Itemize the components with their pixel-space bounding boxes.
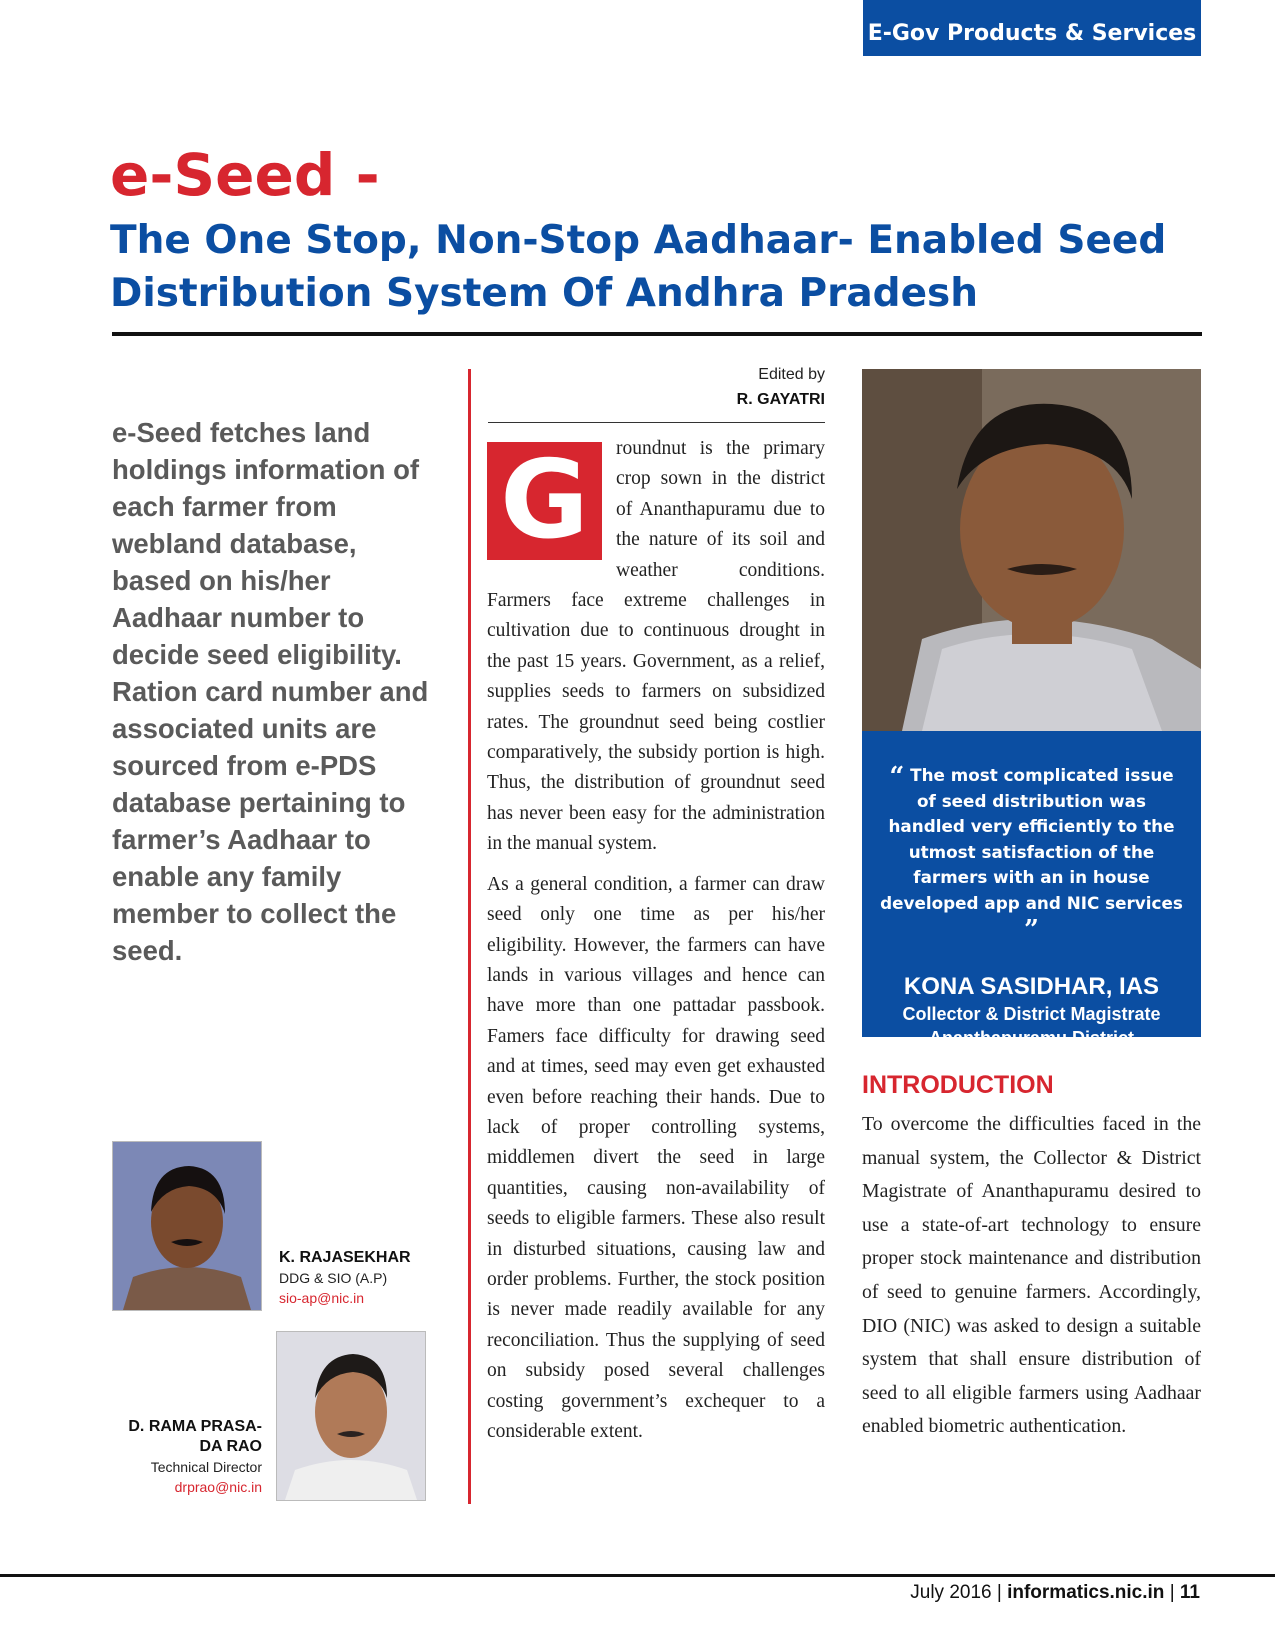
column-divider [468,369,471,1504]
introduction-text: To overcome the difficulties faced in the manual system, the Collector & District Magistrate of Ananthapuramu desired to use a state-of-art technology to ensure proper stock maintenance and distribution of seed to genuine farmers. Accordingly, DIO (NIC) was asked to design a suitable system that shall ensure distribution of seed to all eligible farmers using Aadhaar enabled biometric authentication. [862,1113,1201,1438]
editor-divider [488,422,825,423]
author-email[interactable]: sio-ap@nic.in [279,1290,365,1306]
portrait-illustration [862,369,1201,731]
page-footer [700,1582,1200,1604]
author-credit [279,1248,459,1308]
article-body [487,434,825,1457]
footer-separator: | [996,1582,1002,1603]
author-portrait-illustration [113,1142,261,1310]
quote-attribution-district: Ananthapuramu District [928,1027,1135,1048]
author-credit [112,1417,262,1497]
article-paragraph [487,434,825,860]
section-tag: E-Gov Products & Services [863,0,1201,56]
author-role: Technical Director [150,1459,262,1475]
footer-date: July 2016 [910,1582,992,1603]
article-subtitle: The One Stop, Non-Stop Aadhaar- Enabled Seed Distribution System Of Andhra Pradesh [110,218,1167,316]
quote-text [878,762,1185,945]
editor-name: R. GAYATRI [736,391,825,408]
author-role: DDG & SIO (A.P) [279,1270,388,1286]
author-photo [276,1331,426,1501]
author-photo [112,1141,262,1311]
quote-box [862,731,1201,1048]
quote-body: The most complicated issue of seed distribution was handled very efficiently to the utmost satisfaction of the farmers with an in house developed app and NIC services [880,765,1183,913]
author-email[interactable]: drprao@nic.in [174,1479,262,1495]
page-number: 11 [1179,1582,1200,1603]
portrait-photo [862,369,1201,731]
article-title: e-Seed - [110,141,380,209]
author-portrait-illustration [277,1332,425,1500]
author-name: D. RAMA PRASA-DA RAO [128,1418,262,1455]
article-paragraph-text: roundnut is the primary crop sown in the district of Ananthapuramu due to the nature of its soil and weather conditions. Farmers face extreme challenges in cultivation due to continuous drought in the past 15 years. Government, as a relief, supplies seeds to farmers on subsidized rates. The groundnut seed being costlier comparatively, the subsidy portion is high. Thus, the distribution of groundnut seed has never been easy for the administration in the manual system. [487,438,825,855]
introduction-heading: INTRODUCTION [862,1071,1054,1099]
open-quote-mark: “ [889,762,905,792]
edited-by-label: Edited by [758,366,825,383]
drop-cap: G [487,442,602,560]
footer-site[interactable]: informatics.nic.in [1007,1582,1165,1603]
pullquote: e-Seed fetches land holdings information of each farmer from webland database, based on his/her Aadhaar number to decide seed eligibility. Ration card number and associated units are sourced from e-PDS database pertaining to farmer’s Aadhaar to enable any family member to collect the seed. [112,417,429,966]
close-quote-mark: ” [1024,915,1039,945]
footer-separator: | [1169,1582,1175,1603]
quote-attribution-name: KONA SASIDHAR, IAS [903,972,1160,1000]
title-divider [112,332,1202,336]
article-paragraph: As a general condition, a farmer can draw seed only one time as per his/her eligibility. However, the farmers can have lands in various villages and hence can have more than one pattadar passbook. Famers face difficulty for drawing seed and at times, seed may even get exhausted even before reaching their hands. Due to lack of proper controlling systems, middlemen divert the seed in large quantities, causing non-availability of seeds to eligible farmers. These also result in disturbed situations, causing law and order problems. Further, the stock position is never made readily available for any reconciliation. Thus the supplying of seed on subsidy posed several challenges costing government’s exchequer to a considerable extent. [487,873,825,1442]
footer-divider [0,1574,1275,1577]
author-name: K. RAJASEKHAR [279,1249,411,1266]
quote-attribution-role: Collector & District Magistrate [902,1003,1161,1024]
